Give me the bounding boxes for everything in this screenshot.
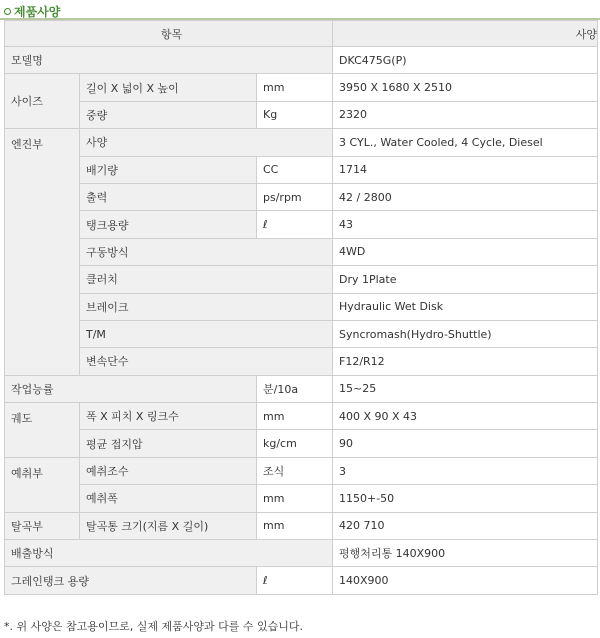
row-value: 3 [333, 457, 598, 484]
row-value: 140X900 [333, 567, 598, 594]
table-row [5, 457, 598, 484]
row-item: 탈곡통 크기(지름 X 길이) [80, 512, 257, 539]
row-item: 구동방식 [80, 238, 333, 265]
table-row [5, 101, 598, 128]
table-row [5, 403, 598, 430]
row-item: 변속단수 [80, 348, 333, 375]
table-row [5, 211, 598, 238]
table-row [5, 348, 598, 375]
row-value: 90 [333, 430, 598, 457]
row-value: 2320 [333, 101, 598, 128]
bullet-circle-icon [4, 8, 11, 15]
row-value: Hydraulic Wet Disk [333, 293, 598, 320]
table-row [5, 430, 598, 457]
row-value: 3 CYL., Water Cooled, 4 Cycle, Diesel [333, 129, 598, 156]
table-row [5, 266, 598, 293]
table-row [5, 485, 598, 512]
section-title [4, 3, 60, 19]
row-group: 엔진부 [5, 129, 80, 376]
table-row [5, 512, 598, 539]
row-item: 출력 [80, 183, 257, 210]
table-row [5, 183, 598, 210]
row-value: 1714 [333, 156, 598, 183]
table-row [5, 375, 598, 402]
row-unit: kg/cm [257, 430, 333, 457]
row-value: 평행처리통 140X900 [333, 540, 598, 567]
row-unit: mm [257, 74, 333, 101]
row-label: 배출방식 [5, 540, 333, 567]
row-unit: 분/10a [257, 375, 333, 402]
row-group: 탈곡부 [5, 512, 80, 539]
row-unit: Kg [257, 101, 333, 128]
row-value: 3950 X 1680 X 2510 [333, 74, 598, 101]
row-value: 43 [333, 211, 598, 238]
row-item: 평균 접지압 [80, 430, 257, 457]
row-group: 궤도 [5, 403, 80, 458]
row-unit: mm [257, 403, 333, 430]
row-item: 길이 X 넓이 X 높이 [80, 74, 257, 101]
row-unit: ℓ [257, 567, 333, 594]
row-group: 예취부 [5, 457, 80, 512]
row-item: 중량 [80, 101, 257, 128]
row-value: 1150+-50 [333, 485, 598, 512]
section-title-text: 제품사양 [14, 4, 61, 19]
row-value: DKC475G(P) [333, 47, 598, 74]
row-item: 예취조수 [80, 457, 257, 484]
table-header-row [5, 21, 598, 47]
row-value: 42 / 2800 [333, 183, 598, 210]
row-value: 400 X 90 X 43 [333, 403, 598, 430]
table-row [5, 129, 598, 156]
row-value: F12/R12 [333, 348, 598, 375]
table-row [5, 238, 598, 265]
row-unit: ps/rpm [257, 183, 333, 210]
row-unit: mm [257, 485, 333, 512]
row-item: T/M [80, 320, 333, 347]
row-label: 작업능률 [5, 375, 257, 402]
table-row [5, 156, 598, 183]
row-unit: mm [257, 512, 333, 539]
row-value: Syncromash(Hydro-Shuttle) [333, 320, 598, 347]
table-row [5, 47, 598, 74]
row-item: 브레이크 [80, 293, 333, 320]
header-spec: 사양 [333, 21, 598, 47]
spec-table [4, 20, 598, 595]
row-unit: CC [257, 156, 333, 183]
row-value: 4WD [333, 238, 598, 265]
row-item: 폭 X 피치 X 링크수 [80, 403, 257, 430]
row-value: Dry 1Plate [333, 266, 598, 293]
table-row [5, 293, 598, 320]
table-row [5, 74, 598, 101]
table-row [5, 540, 598, 567]
row-value: 15~25 [333, 375, 598, 402]
row-item: 배기량 [80, 156, 257, 183]
row-item: 클러치 [80, 266, 333, 293]
header-item: 항목 [5, 21, 333, 47]
row-group: 사이즈 [5, 74, 80, 129]
row-item: 사양 [80, 129, 333, 156]
table-row [5, 567, 598, 594]
table-row [5, 320, 598, 347]
row-item: 예취폭 [80, 485, 257, 512]
row-unit: ℓ [257, 211, 333, 238]
row-label: 모델명 [5, 47, 333, 74]
row-unit: 조식 [257, 457, 333, 484]
footnote: *. 위 사양은 참고용이므로, 실제 제품사양과 다를 수 있습니다. [4, 620, 303, 633]
row-label: 그레인탱크 용량 [5, 567, 257, 594]
row-item: 탱크용량 [80, 211, 257, 238]
row-value: 420 710 [333, 512, 598, 539]
